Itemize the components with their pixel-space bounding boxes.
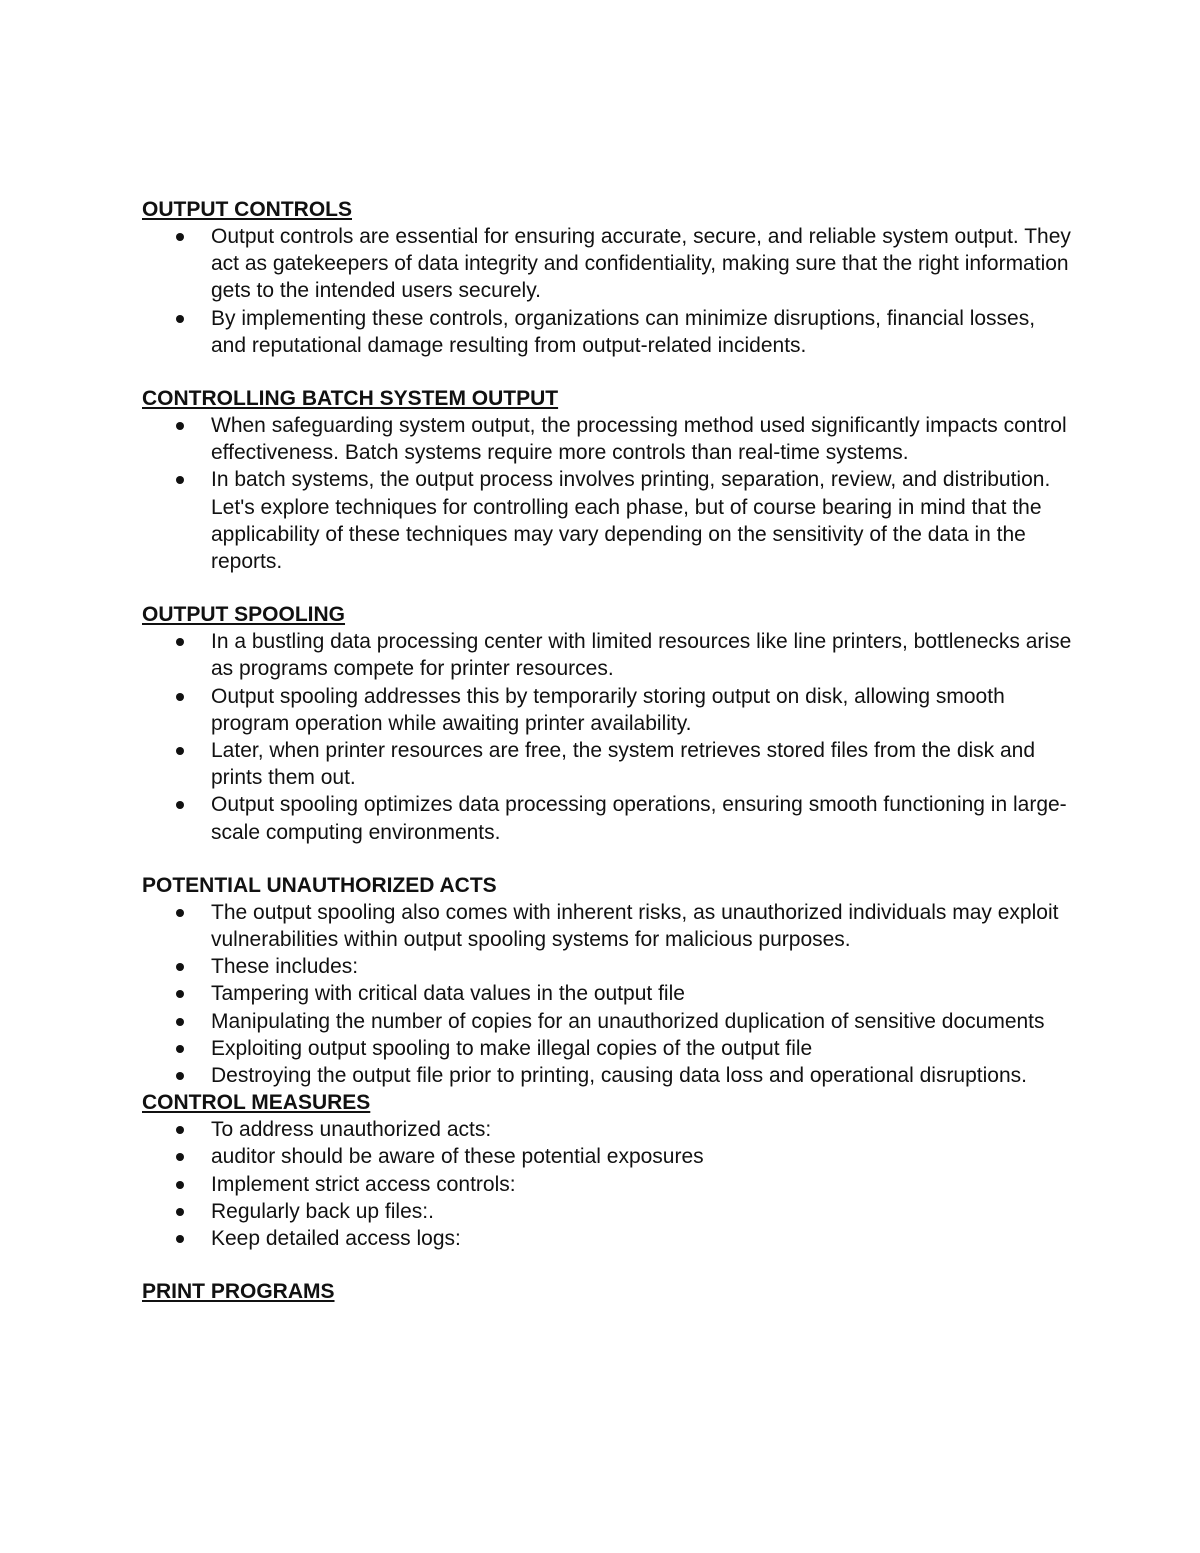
bullet-icon [176, 638, 184, 646]
list-item: In batch systems, the output process involves printing, separation, review, and distribution. Let's explore techniques for controlling each phase, but of course bearing in mind that the applicability of these techniques may vary depending on the sensitivity of the data in the reports. [142, 466, 1072, 575]
section-print-programs [142, 1278, 1072, 1305]
section-output-spooling [142, 601, 1072, 846]
list-item: To address unauthorized acts: [142, 1116, 1072, 1143]
bullet-icon [176, 909, 184, 917]
section-heading: CONTROLLING BATCH SYSTEM OUTPUT [142, 387, 559, 411]
list-item: Exploiting output spooling to make illegal copies of the output file [142, 1035, 1072, 1062]
bullet-icon [176, 801, 184, 809]
bullet-list [142, 899, 1072, 1089]
list-item: Destroying the output file prior to printing, causing data loss and operational disruptions. [142, 1062, 1072, 1089]
document-page [142, 196, 1072, 1305]
list-item: Regularly back up files:. [142, 1198, 1072, 1225]
bullet-icon [176, 693, 184, 701]
bullet-icon [176, 963, 184, 971]
bullet-icon [176, 422, 184, 430]
section-heading: POTENTIAL UNAUTHORIZED ACTS [142, 873, 497, 897]
bullet-icon [176, 1126, 184, 1134]
section-potential-unauthorized-acts [142, 872, 1072, 1089]
section-output-controls [142, 196, 1072, 359]
bullet-list [142, 223, 1072, 359]
list-item: Later, when printer resources are free, the system retrieves stored files from the disk and prints them out. [142, 737, 1072, 791]
bullet-icon [176, 315, 184, 323]
bullet-icon [176, 1181, 184, 1189]
bullet-icon [176, 1153, 184, 1161]
list-item: In a bustling data processing center with limited resources like line printers, bottlenecks arise as programs compete for printer resources. [142, 628, 1072, 682]
bullet-icon [176, 1045, 184, 1053]
list-item: When safeguarding system output, the processing method used significantly impacts control effectiveness. Batch systems require more controls than real-time systems. [142, 412, 1072, 466]
section-heading: OUTPUT CONTROLS [142, 198, 352, 221]
list-item: Output spooling addresses this by temporarily storing output on disk, allowing smooth program operation while awaiting printer availability. [142, 683, 1072, 737]
list-item: These includes: [142, 953, 1072, 980]
bullet-list [142, 1116, 1072, 1252]
section-controlling-batch-system-output [142, 385, 1072, 575]
section-control-measures [142, 1089, 1072, 1252]
bullet-list [142, 628, 1072, 846]
bullet-icon [176, 1072, 184, 1080]
bullet-icon [176, 747, 184, 755]
list-item: By implementing these controls, organizations can minimize disruptions, financial losses, and reputational damage resulting from output-related incidents. [142, 305, 1072, 359]
list-item: auditor should be aware of these potential exposures [142, 1143, 1072, 1170]
list-item: Manipulating the number of copies for an unauthorized duplication of sensitive documents [142, 1008, 1072, 1035]
list-item: Keep detailed access logs: [142, 1225, 1072, 1252]
bullet-icon [176, 1235, 184, 1243]
list-item: Output spooling optimizes data processing operations, ensuring smooth functioning in large-scale computing environments. [142, 791, 1072, 845]
bullet-icon [176, 233, 184, 241]
bullet-icon [176, 990, 184, 998]
list-item: The output spooling also comes with inherent risks, as unauthorized individuals may exploit vulnerabilities within output spooling systems for malicious purposes. [142, 899, 1072, 953]
bullet-icon [176, 1018, 184, 1026]
list-item: Implement strict access controls: [142, 1171, 1072, 1198]
bullet-list [142, 412, 1072, 575]
section-heading: OUTPUT SPOOLING [142, 603, 346, 627]
section-heading: CONTROL MEASURES [142, 1091, 371, 1115]
section-heading: PRINT PROGRAMS [142, 1280, 335, 1304]
bullet-icon [176, 1208, 184, 1216]
bullet-icon [176, 476, 184, 484]
list-item: Tampering with critical data values in the output file [142, 980, 1072, 1007]
list-item: Output controls are essential for ensuring accurate, secure, and reliable system output. They act as gatekeepers of data integrity and confidentiality, making sure that the right information gets to the intended users securely. [142, 223, 1072, 305]
